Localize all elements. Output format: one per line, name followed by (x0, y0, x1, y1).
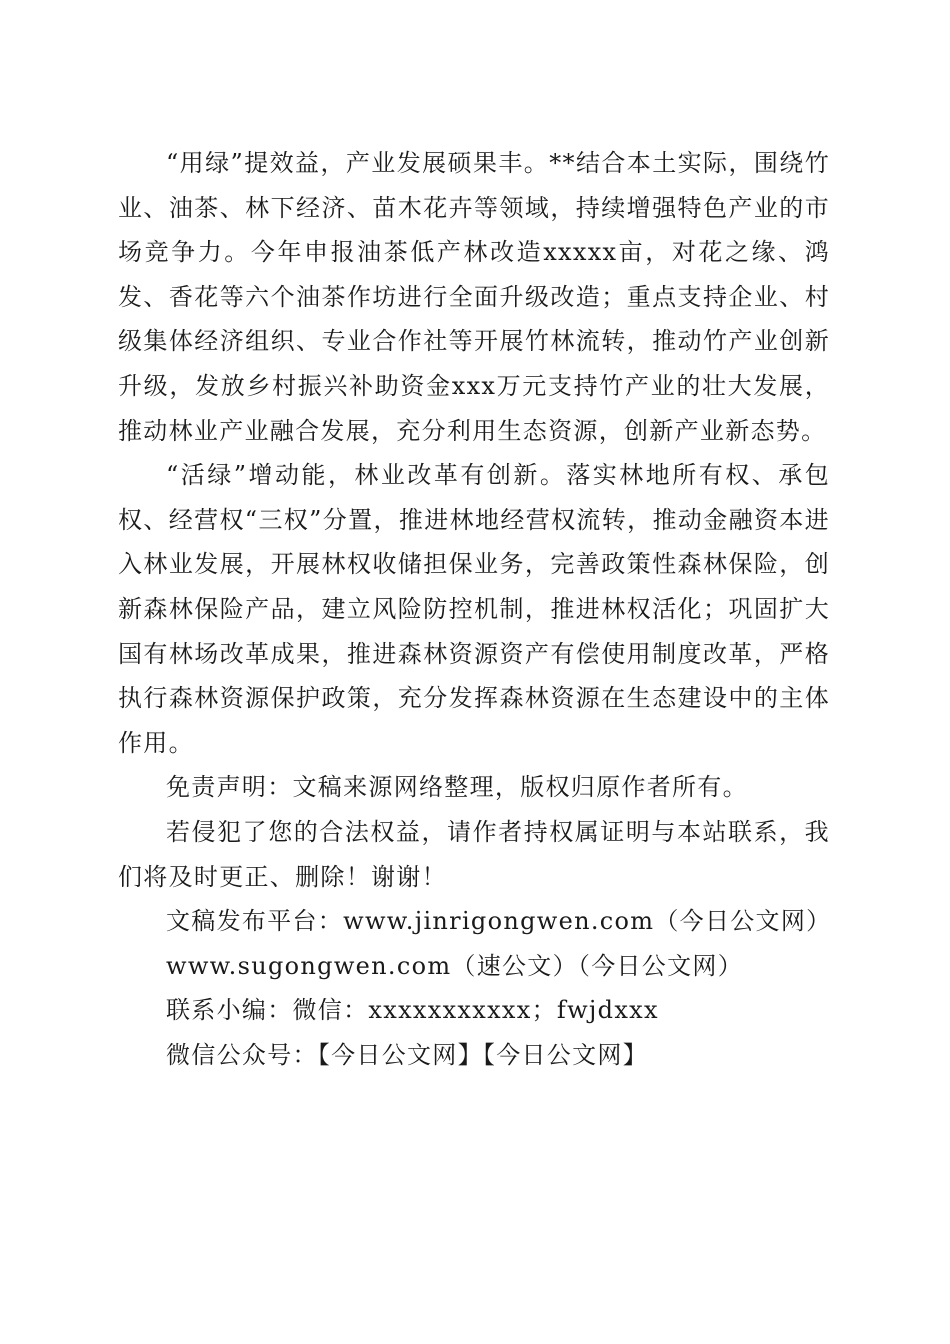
platform-line: 文稿发布平台：www.jinrigongwen.com（今日公文网） (166, 907, 832, 936)
website-line: www.sugongwen.com（速公文）（今日公文网） (166, 951, 743, 980)
paragraph-reform: “活绿”增动能，林业改革有创新。落实林地所有权、承包权、经营权“三权”分置，推进林地经营权流转，推动金融资本进入林业发展，开展林权收储担保业务，完善政策性森林保险，创新森林保险产品，建立风险防控机制，推进林权活化；巩固扩大国有林场改革成果，推进森林资源资产有偿使用制度改革，严格执行森林资源保护政策，充分发挥森林资源在生态建设中的主体作用。 (118, 461, 830, 757)
document-body (118, 141, 830, 1077)
wechat-account-line: 微信公众号：【今日公文网】【今日公文网】 (166, 1040, 648, 1069)
disclaimer-text: 免责声明：文稿来源网络整理，版权归原作者所有。 (166, 773, 748, 802)
infringement-notice: 若侵犯了您的合法权益，请作者持权属证明与本站联系，我们将及时更正、删除！谢谢！ (118, 817, 830, 891)
contact-line: 联系小编：微信：xxxxxxxxxxx；fwjdxxx (166, 996, 659, 1025)
paragraph-industry: “用绿”提效益，产业发展硕果丰。**结合本土实际，围绕竹业、油茶、林下经济、苗木花卉等领域，持续增强特色产业的市场竞争力。今年申报油茶低产林改造xxxxx亩，对花之缘、鸿发、香花等六个油茶作坊进行全面升级改造；重点支持企业、村级集体经济组织、专业合作社等开展竹林流转，推动竹产业创新升级，发放乡村振兴补助资金xxx万元支持竹产业的壮大发展，推动林业产业融合发展，充分利用生态资源，创新产业新态势。 (118, 149, 830, 445)
